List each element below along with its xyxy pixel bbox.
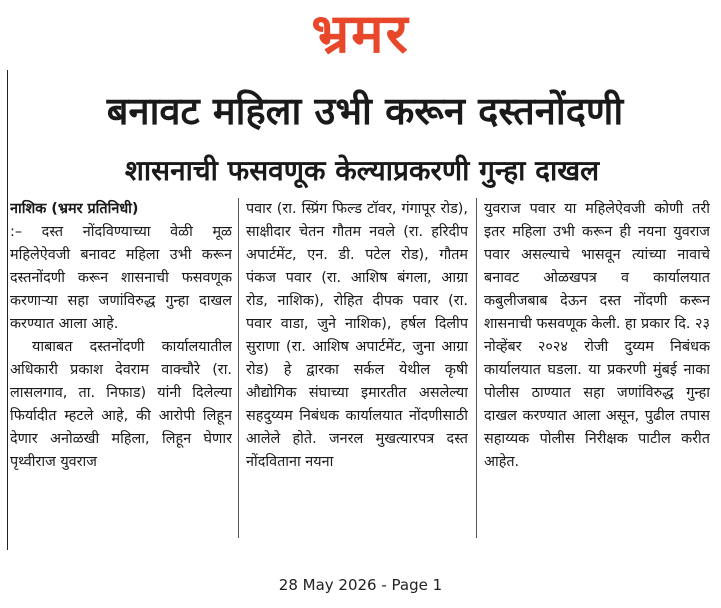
dateline: नाशिक (भ्रमर प्रतिनिधी) bbox=[10, 201, 139, 217]
column-divider bbox=[476, 198, 477, 538]
paragraph-fraud: युवराज पवार या महिलेऐवजी कोणी तरी इतर महिला उभी करून ही नयना युवराज पवार असल्याचे भासवून त्यांच्या नावाचे बनावट ओळखपत्र व कार्यालयात कबुलीजबाब देऊन दस्त नोंदणी करून शासनाची फसवणूक केली. हा प्रकार दि. २३ नोव्हेंबर २०२४ रोजी दुय्यम निबंधक कार्यालयात घडला. या प्रकरणी मुंबई नाका पोलीस ठाण्यात सहा जणांविरुद्ध गुन्हा दाखल करण्यात आला असून, पुढील तपास सहाय्यक पोलीस निरीक्षक पाटील करीत आहेत. bbox=[484, 201, 710, 470]
page-footer: 28 May 2026 - Page 1 bbox=[278, 576, 443, 594]
article-column-1 bbox=[10, 198, 232, 546]
newspaper-logo: भ्रमर bbox=[311, 2, 410, 65]
article-headline: बनावट महिला उभी करून दस्तनोंदणी bbox=[106, 89, 624, 133]
article-column-3 bbox=[484, 198, 710, 546]
column-divider bbox=[238, 198, 239, 538]
masthead bbox=[0, 0, 721, 70]
paragraph-intro: :– दस्त नोंदविण्याच्या वेळी मूळ महिलेऐवजी बनावट महिला उभी करून दस्तनोंदणी करून शासनाची फसवणूक करणाऱ्या सहा जणांविरुद्ध गुन्हा दाखल करण्यात आला आहे. bbox=[10, 224, 232, 332]
article-column-2 bbox=[246, 198, 468, 546]
paragraph-complaint: याबाबत दस्तनोंदणी कार्यालयातील अधिकारी प्रकाश देवराम वाक्चौरे (रा. लासलगाव, ता. निफाड) यांनी दिलेल्या फिर्यादीत म्हटले आहे, की आरोपी लिहून देणार अनोळखी महिला, लिहून घेणार पृथ्वीराज युवराज bbox=[10, 339, 232, 470]
paragraph-accused: पवार (रा. स्प्रिंग फिल्ड टॉवर, गंगापूर रोड), साक्षीदार चेतन गौतम नवले (रा. हरिदीप अपार्टमेंट, एन. डी. पटेल रोड), गौतम पंकज पवार (रा. आशिष बंगला, आग्रा रोड, नाशिक), रोहित दीपक पवार (रा. पवार वाडा, जुने नाशिक), हर्षल दिलीप सुराणा (रा. आशिष अपार्टमेंट, जुना आग्रा रोड) हे द्वारका सर्कल येथील कृषी औद्योगिक संघाच्या इमारतीत असलेल्या सहदुय्यम निबंधक कार्यालयात नोंदणीसाठी आलेले होते. जनरल मुखत्यारपत्र दस्त नोंदविताना नयना bbox=[246, 201, 468, 470]
left-border-rule bbox=[7, 70, 8, 550]
article-subheadline: शासनाची फसवणूक केल्याप्रकरणी गुन्हा दाखल bbox=[124, 154, 600, 187]
